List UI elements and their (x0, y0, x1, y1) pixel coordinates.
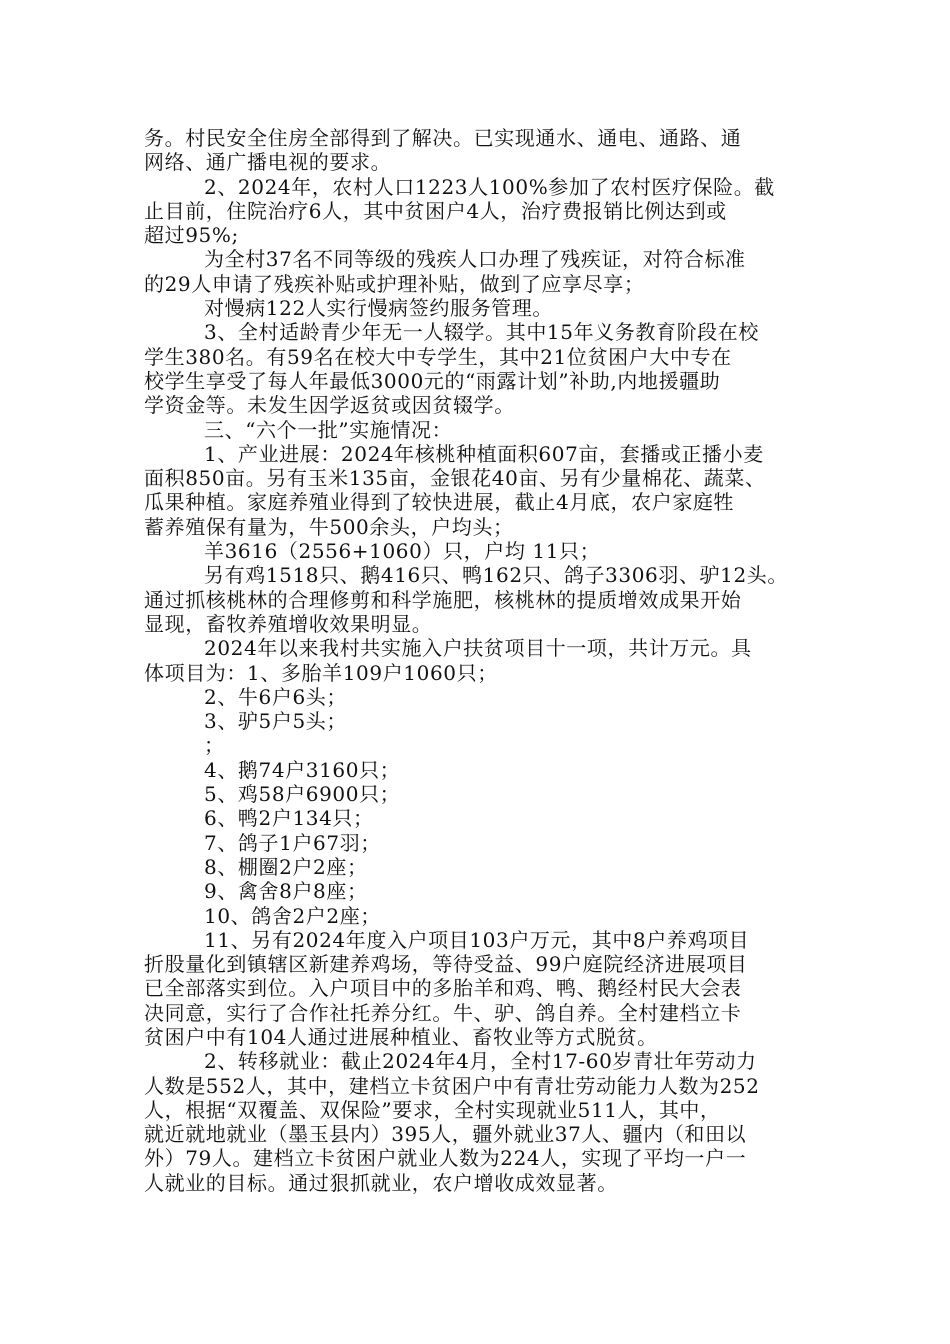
text-line: 就近就地就业（墨玉县内）395人，疆外就业37人、疆内（和田以 (144, 1122, 747, 1147)
text-line: 10、鸽舍2户2座； (204, 903, 381, 928)
text-line: 羊3616（2556+1060）只，户均 11只； (204, 539, 601, 564)
text-line: 网络、通广播电视的要求。 (144, 150, 392, 175)
text-line: 面积850亩。另有玉米135亩，金银花40亩、另有少量棉花、蔬菜、 (144, 466, 766, 491)
text-line: 决同意，实行了合作社托养分红。牛、驴、鸽自养。全村建档立卡 (144, 1000, 742, 1025)
text-line: 超过95%; (144, 223, 239, 248)
text-line: 5、鸡58户6900只； (204, 782, 401, 807)
text-line: 1、产业进展：2024年核桃种植面积607亩，套播或正播小麦 (204, 441, 764, 466)
text-line: 另有鸡1518只、鹅416只、鸭162只、鸽子3306羽、驴12头。 (204, 563, 788, 588)
text-line: 通过抓核桃林的合理修剪和科学施肥，核桃林的提质增效成果开始 (144, 587, 742, 612)
text-line: 人数是552人，其中，建档立卡贫困户中有青壮劳动能力人数为252 (144, 1073, 760, 1098)
document-body (144, 126, 812, 1195)
text-line: 蓄养殖保有量为，牛500余头，户均头； (144, 514, 514, 539)
text-line: 9、禽舍8户8座； (204, 879, 368, 904)
text-line: 3、全村适龄青少年无一人辍学。其中15年义务教育阶段在校 (204, 320, 759, 345)
text-line: 2、转移就业：截止2024年4月，全村17-60岁青壮年劳动力 (204, 1049, 757, 1074)
text-line: 8、棚圈2户2座； (204, 854, 368, 879)
text-line: 4、鹅74户3160只； (204, 757, 401, 782)
text-line: 7、鸽子1户67羽； (204, 830, 381, 855)
text-line: 瓜果种植。家庭养殖业得到了较快进展，截止4月底，农户家庭牲 (144, 490, 735, 515)
text-line: 11、另有2024年度入户项目103户万元，其中8户养鸡项目 (204, 927, 750, 952)
text-line: 贫困户中有104人通过进展种植业、畜牧业等方式脱贫。 (144, 1024, 658, 1049)
text-line: 2、2024年，农村人口1223人100%参加了农村医疗保险。截 (204, 174, 775, 199)
text-line: 为全村37名不同等级的残疾人口办理了残疾证，对符合标准 (204, 247, 746, 272)
text-line: 止目前，住院治疗6人，其中贫困户4人，治疗费报销比例达到或 (144, 198, 727, 223)
text-line: 三、“六个一批”实施情况： (204, 417, 453, 442)
text-line: 务。村民安全住房全部得到了解决。已实现通水、通电、通路、通 (144, 126, 742, 150)
text-line: 学生380名。有59名在校大中专学生，其中21位贫困户大中专在 (144, 344, 732, 369)
text-line: 折股量化到镇辖区新建养鸡场，等待受益、99户庭院经济进展项目 (144, 952, 748, 977)
text-line: 的29人申请了残疾补贴或护理补贴，做到了应享尽享； (144, 271, 645, 296)
text-line: 2024年以来我村共实施入户扶贫项目十一项，共计万元。具 (204, 636, 752, 661)
text-line: 外）79人。建档立卡贫困户就业人数为224人，实现了平均一户一 (144, 1146, 747, 1171)
text-line: 2、牛6户6头； (204, 684, 347, 709)
text-line: 对慢病122人实行慢病签约服务管理。 (204, 296, 553, 321)
text-line: 人就业的目标。通过狠抓就业，农户增收成效显著。 (144, 1170, 618, 1195)
text-line: 6、鸭2户134只； (204, 806, 374, 831)
text-line: 显现，畜牧养殖增收效果明显。 (144, 611, 433, 636)
text-line: 学资金等。未发生因学返贫或因贫辍学。 (144, 393, 515, 418)
text-line: 人，根据“双覆盖、双保险”要求，全村实现就业511人，其中， (144, 1097, 721, 1122)
text-line: 3、驴5户5头； (204, 709, 347, 734)
text-line: 体项目为：1、多胎羊109户1060只； (144, 660, 498, 685)
text-line: 已全部落实到位。入户项目中的多胎羊和鸡、鸭、鹅经村民大会表 (144, 976, 742, 1001)
text-line: 校学生享受了每人年最低3000元的“雨露计划”补助,内地援疆助 (144, 368, 721, 393)
text-line: ； (204, 733, 225, 758)
